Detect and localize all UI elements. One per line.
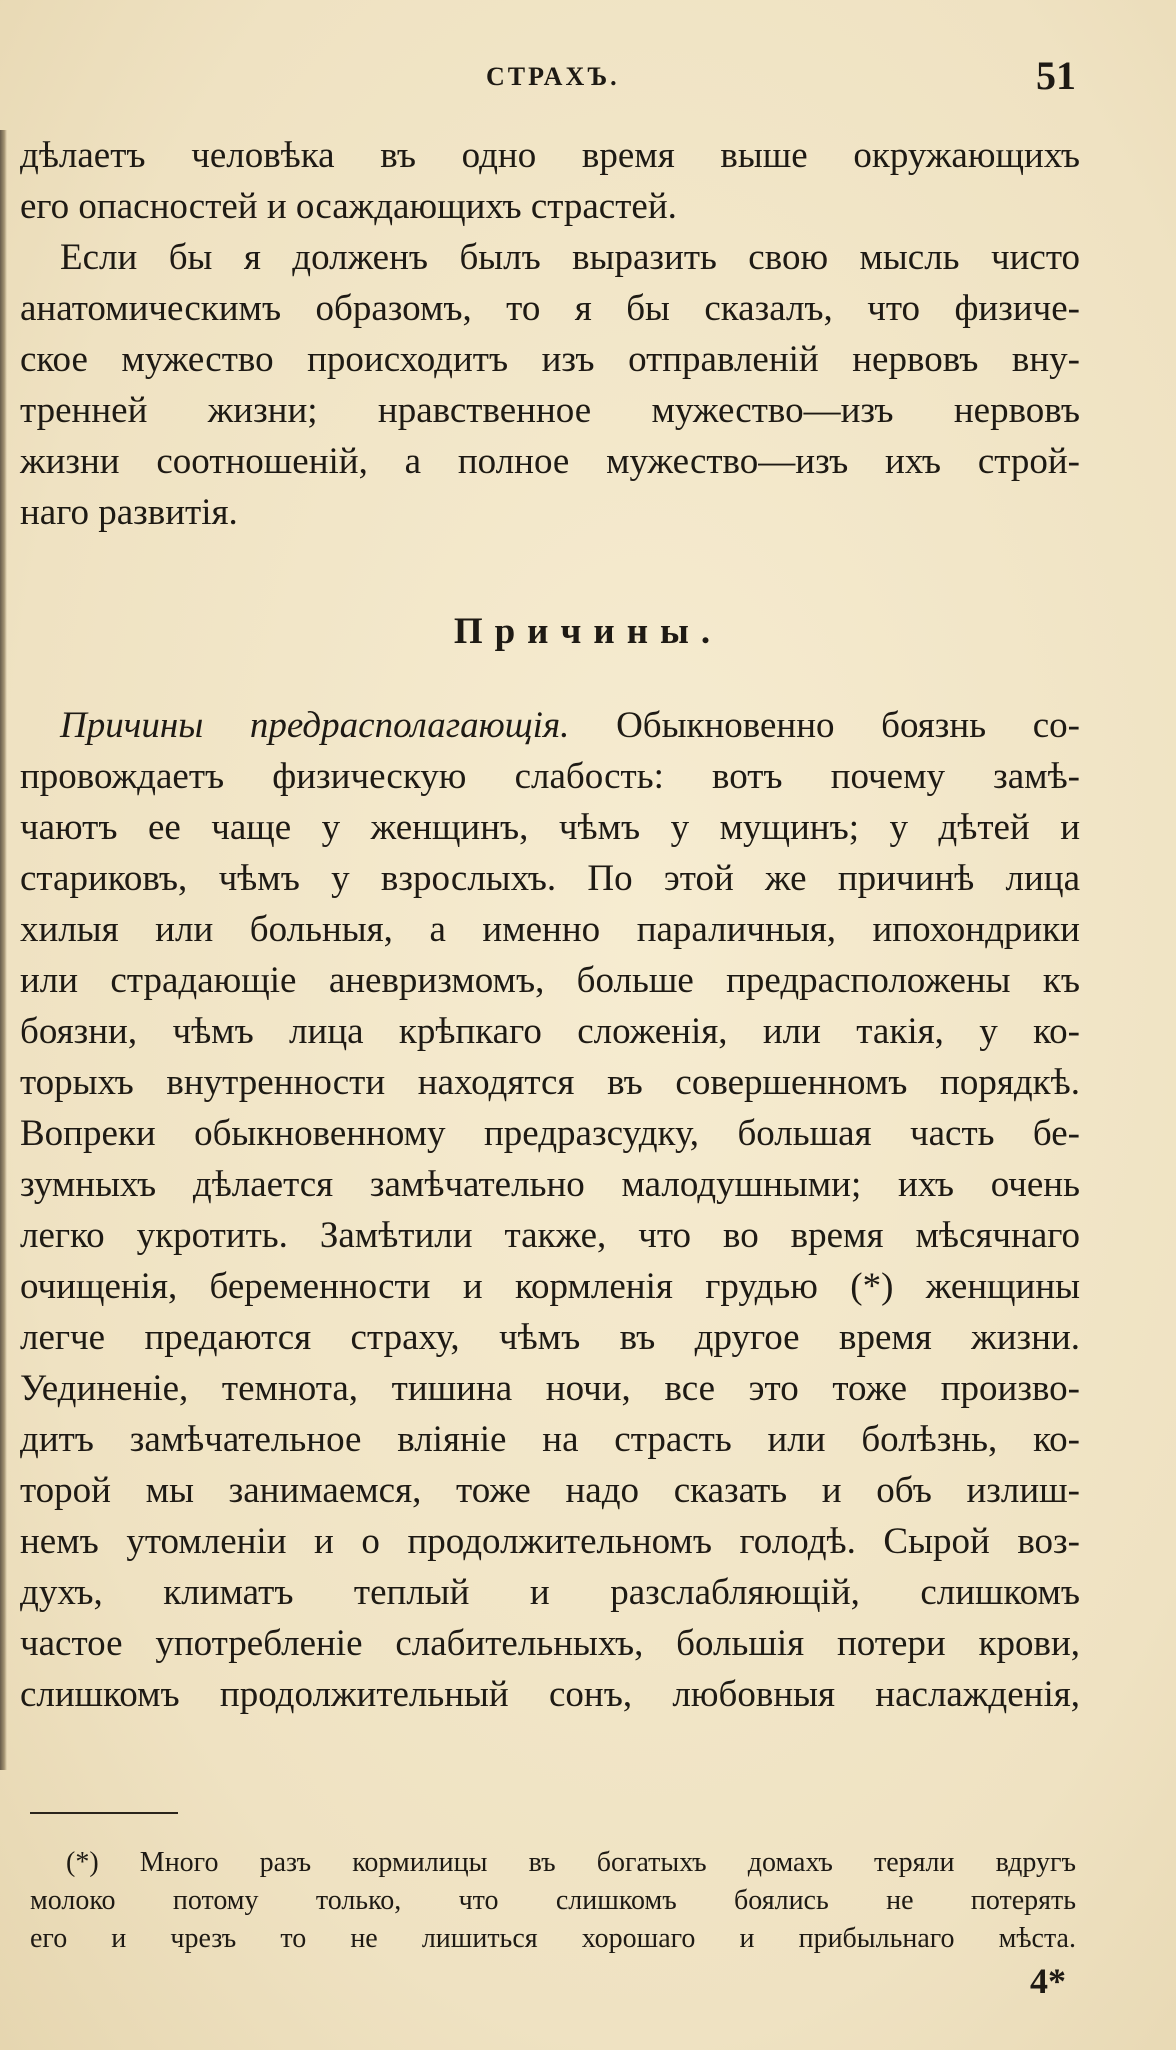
text-line: чаютъ ее чаще у женщинъ, чѣмъ у мущинъ; у дѣтей и	[20, 807, 1080, 848]
text-line: Вопреки обыкновенному предразсудку, большая часть бе-	[20, 1113, 1080, 1154]
text-line: стариковъ, чѣмъ у взрослыхъ. По этой же причинѣ лица	[20, 858, 1080, 899]
footnote-divider	[30, 1812, 178, 1814]
body-text-main	[20, 700, 1080, 1720]
text-line: боязни, чѣмъ лица крѣпкаго сложенія, или такія, у ко-	[20, 1011, 1080, 1052]
page-header	[0, 52, 1176, 102]
text-line: зумныхъ дѣлается замѣчательно малодушными; ихъ очень	[20, 1164, 1080, 1205]
signature-mark: 4*	[1030, 1961, 1066, 2001]
text-line: духъ, климатъ теплый и разслабляющій, слишкомъ	[20, 1572, 1080, 1613]
text-line: Уединеніе, темнота, тишина ночи, все это тоже произво-	[20, 1368, 1080, 1409]
text-line: жизни соотношеній, а полное мужество—изъ ихъ строй-	[20, 441, 1080, 482]
text-line: легче предаются страху, чѣмъ въ другое время жизни.	[20, 1317, 1080, 1358]
text-line: провождаетъ физическую слабость: вотъ почему замѣ-	[20, 756, 1080, 797]
text-line: дѣлаетъ человѣка въ одно время выше окружающихъ	[20, 135, 1080, 176]
text-line: или страдающіе аневризмомъ, больше предрасположены къ	[20, 960, 1080, 1001]
text-line: хилыя или больныя, а именно параличныя, ипохондрики	[20, 909, 1080, 950]
text-line: его опасностей и осаждающихъ страстей.	[20, 186, 677, 227]
text-line: дитъ замѣчательное вліяніе на страсть или болѣзнь, ко-	[20, 1419, 1080, 1460]
text-line: очищенія, беременности и кормленія грудью (*) женщины	[20, 1266, 1080, 1307]
italic-lead: Причины предрасполагающія.	[60, 705, 570, 746]
text-line: Если бы я долженъ былъ выразить свою мысль чисто	[60, 237, 1080, 278]
footnote-line: (*) Много разъ кормилицы въ богатыхъ домахъ теряли вдругъ	[66, 1847, 1076, 1878]
text-line: анатомическимъ образомъ, то я бы сказалъ, что физиче-	[20, 288, 1080, 329]
text-line: частое употребленіе слабительныхъ, большія потери крови,	[20, 1623, 1080, 1664]
text-line: ское мужество происходитъ изъ отправленій нервовъ вну-	[20, 339, 1080, 380]
body-text-top	[20, 130, 1080, 538]
text-line	[20, 700, 1080, 751]
text-line: слишкомъ продолжительный сонъ, любовныя наслажденія,	[20, 1674, 1080, 1715]
text-line: тренней жизни; нравственное мужество—изъ нервовъ	[20, 390, 1080, 431]
first-line-rest: Обыкновенно боязнь со-	[569, 705, 1080, 746]
running-title: СТРАХЪ.	[486, 62, 620, 91]
text-line: торой мы занимаемся, тоже надо сказать и объ излиш-	[20, 1470, 1080, 1511]
text-line: немъ утомленіи и о продолжительномъ голодѣ. Сырой воз-	[20, 1521, 1080, 1562]
footnote-line: его и чрезъ то не лишиться хорошаго и прибыльнаго мѣста.	[30, 1923, 1076, 1954]
text-line: легко укротить. Замѣтили также, что во время мѣсячнаго	[20, 1215, 1080, 1256]
binding-shadow	[0, 130, 7, 1770]
text-line: торыхъ внутренности находятся въ совершенномъ порядкѣ.	[20, 1062, 1080, 1103]
page-number: 51	[1036, 53, 1076, 98]
footnote-line: молоко потому только, что слишкомъ боялись не потерять	[30, 1885, 1076, 1916]
section-heading: Причины.	[453, 611, 723, 652]
text-line: наго развитія.	[20, 492, 238, 533]
footnote	[30, 1844, 1076, 1958]
